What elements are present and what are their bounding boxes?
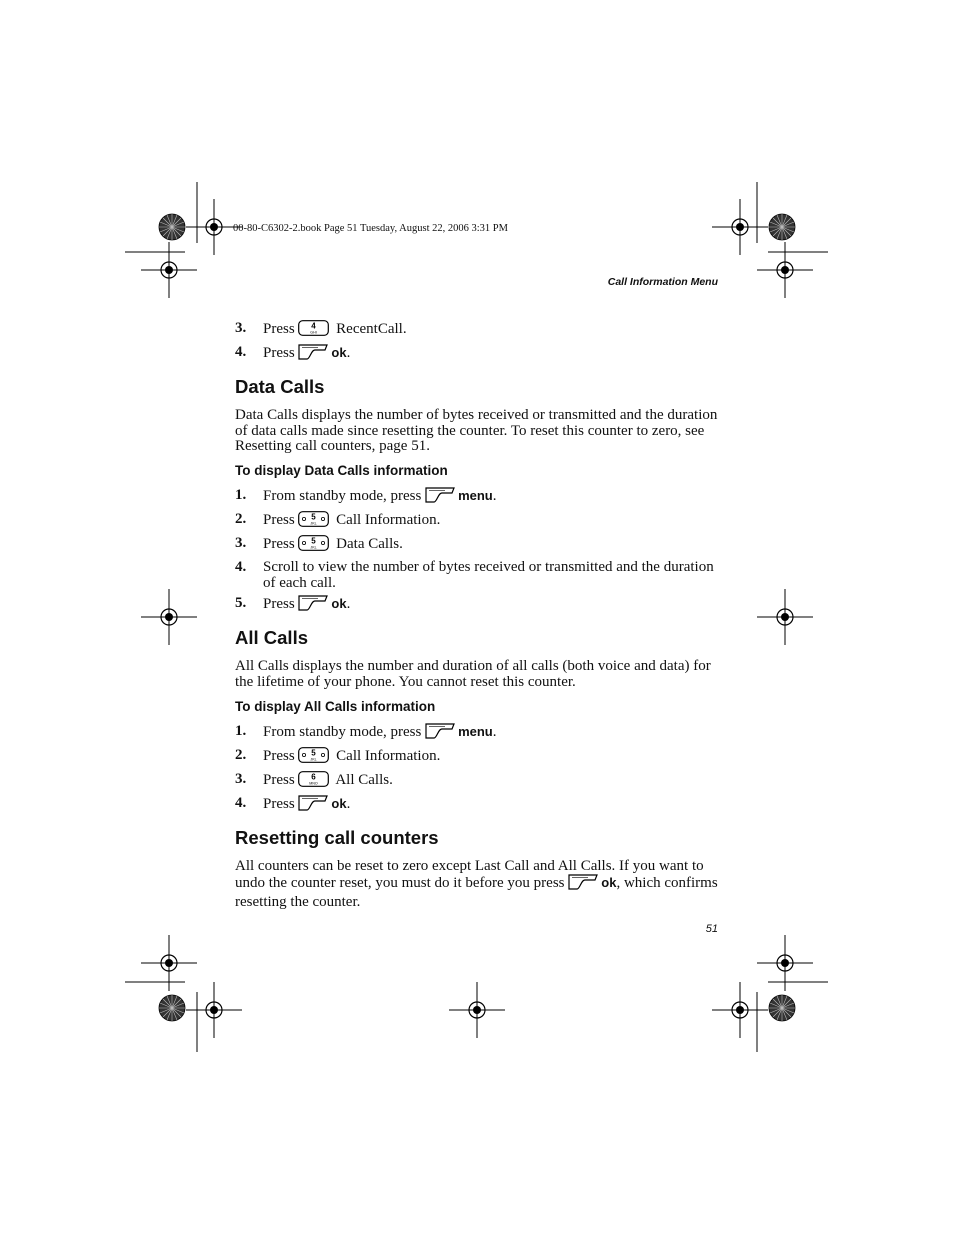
step-item xyxy=(235,795,719,815)
step-number: 1. xyxy=(235,722,247,739)
registration-star-icon xyxy=(159,995,185,1021)
registration-star-icon xyxy=(769,995,795,1021)
step-item xyxy=(235,723,719,743)
page-number: 51 xyxy=(705,923,718,935)
softkey-icon xyxy=(298,344,328,364)
svg-text:4: 4 xyxy=(311,321,317,331)
data-calls-steps xyxy=(235,487,719,615)
step-item xyxy=(235,487,719,507)
step-text-post: . xyxy=(492,723,497,740)
key-5-icon xyxy=(298,535,329,555)
step-text-pre: Press xyxy=(263,795,295,812)
step-text xyxy=(263,344,719,364)
resetting-body-post: , which confirms resetting the counter. xyxy=(235,875,718,910)
svg-text:JKL: JKL xyxy=(310,521,318,526)
softkey-icon xyxy=(298,795,328,815)
svg-text:6: 6 xyxy=(311,772,317,782)
registration-cross-icon xyxy=(141,935,197,991)
data-calls-body: Data Calls displays the number of bytes received or transmitted and the duration of data calls made since resetting the counter. To reset this counter to zero, see Resetting call counters, page 51. xyxy=(235,407,718,455)
svg-text:5: 5 xyxy=(311,512,317,522)
running-title: Call Information Menu xyxy=(607,276,718,288)
step-text-pre: Scroll to view the number of bytes received or transmitted and the duration of each call. xyxy=(263,559,714,592)
step-text xyxy=(263,487,719,507)
step-text-post: Call Information. xyxy=(332,747,441,764)
step-text-pre: Press xyxy=(263,512,295,529)
step-number: 5. xyxy=(235,595,247,612)
page-content xyxy=(235,320,719,917)
step-text-post: RecentCall. xyxy=(332,321,407,337)
softkey-icon xyxy=(425,723,455,743)
step-item xyxy=(235,320,719,340)
ok-keyword: ok xyxy=(331,345,347,360)
registration-cross-icon xyxy=(757,589,813,645)
step-text xyxy=(263,595,719,615)
menu-keyword: menu xyxy=(458,488,493,504)
svg-text:GHI: GHI xyxy=(310,330,318,335)
step-number: 4. xyxy=(235,559,247,576)
svg-text:JKL: JKL xyxy=(310,757,318,762)
step-text xyxy=(263,511,719,531)
step-text-pre: Press xyxy=(263,321,295,337)
svg-text:MNO: MNO xyxy=(309,781,319,786)
step-number: 3. xyxy=(235,535,247,552)
step-text-pre: Press xyxy=(263,345,295,361)
step-number: 1. xyxy=(235,487,247,504)
step-text-pre: Press xyxy=(263,536,295,553)
softkey-icon xyxy=(425,487,455,507)
step-item xyxy=(235,771,719,791)
key-4-icon xyxy=(298,320,329,340)
resetting-body xyxy=(235,859,719,911)
all-calls-steps xyxy=(235,723,719,815)
key-5-icon xyxy=(298,747,329,767)
step-text xyxy=(263,795,719,815)
registration-cross-icon xyxy=(712,199,768,255)
registration-cross-icon xyxy=(449,982,505,1038)
section-heading-resetting: Resetting call counters xyxy=(235,826,439,848)
step-text-pre: From standby mode, press xyxy=(263,488,422,505)
all-calls-body: All Calls displays the number and duration of all calls (both voice and data) for the lifetime of your phone. You cannot reset this counter. xyxy=(235,658,711,690)
step-item xyxy=(235,535,719,555)
step-text-pre: Press xyxy=(263,771,295,788)
step-text-pre: Press xyxy=(263,747,295,764)
registration-cross-icon xyxy=(712,982,768,1038)
step-text xyxy=(263,747,719,767)
step-text xyxy=(263,559,719,591)
step-item xyxy=(235,344,719,364)
softkey-icon xyxy=(568,874,598,895)
registration-cross-icon xyxy=(757,935,813,991)
menu-keyword: menu xyxy=(458,723,493,739)
file-meta: 00-80-C6302-2.book Page 51 Tuesday, August 22, 2006 3:31 PM xyxy=(233,223,508,234)
step-text-pre: Press xyxy=(263,596,295,613)
svg-text:JKL: JKL xyxy=(310,545,318,550)
step-text-pre: From standby mode, press xyxy=(263,723,422,740)
step-item xyxy=(235,511,719,531)
step-text-post: . xyxy=(346,345,351,361)
registration-star-icon xyxy=(159,214,185,240)
subheading-data-calls: To display Data Calls information xyxy=(235,463,448,479)
step-number: 2. xyxy=(235,511,247,528)
step-item xyxy=(235,559,719,591)
key-5-icon xyxy=(298,511,329,531)
section-heading-data-calls: Data Calls xyxy=(235,376,325,397)
registration-cross-icon xyxy=(757,242,813,298)
step-number: 2. xyxy=(235,746,247,763)
registration-star-icon xyxy=(769,214,795,240)
step-number: 4. xyxy=(235,344,247,360)
step-text-post: Data Calls. xyxy=(332,536,403,553)
key-6-icon xyxy=(298,771,329,791)
step-text-post: Call Information. xyxy=(332,512,441,529)
step-number: 4. xyxy=(235,794,247,811)
subheading-all-calls: To display All Calls information xyxy=(235,698,436,714)
svg-text:5: 5 xyxy=(311,536,317,546)
step-text xyxy=(263,723,719,743)
ok-keyword: ok xyxy=(331,795,347,811)
ok-keyword: ok xyxy=(331,596,347,612)
step-number: 3. xyxy=(235,320,247,336)
step-text xyxy=(263,771,719,791)
section-heading-all-calls: All Calls xyxy=(235,627,308,649)
step-item xyxy=(235,747,719,767)
step-text-post: All Calls. xyxy=(332,771,393,788)
step-text xyxy=(263,535,719,555)
resetting-body-pre: All counters can be reset to zero except Last Call and All Calls. If you want to undo the counter reset, you must do it before you press xyxy=(235,857,704,892)
registration-cross-icon xyxy=(186,982,242,1038)
intro-steps xyxy=(235,320,719,364)
step-text-post: . xyxy=(346,795,351,812)
ok-keyword: ok xyxy=(601,875,617,891)
registration-cross-icon xyxy=(141,589,197,645)
step-text xyxy=(263,320,719,340)
step-number: 3. xyxy=(235,770,247,787)
step-text-post: . xyxy=(346,596,351,613)
step-text-post: . xyxy=(492,488,497,505)
svg-text:5: 5 xyxy=(311,748,317,758)
registration-cross-icon xyxy=(141,242,197,298)
softkey-icon xyxy=(298,595,328,615)
step-item xyxy=(235,595,719,615)
